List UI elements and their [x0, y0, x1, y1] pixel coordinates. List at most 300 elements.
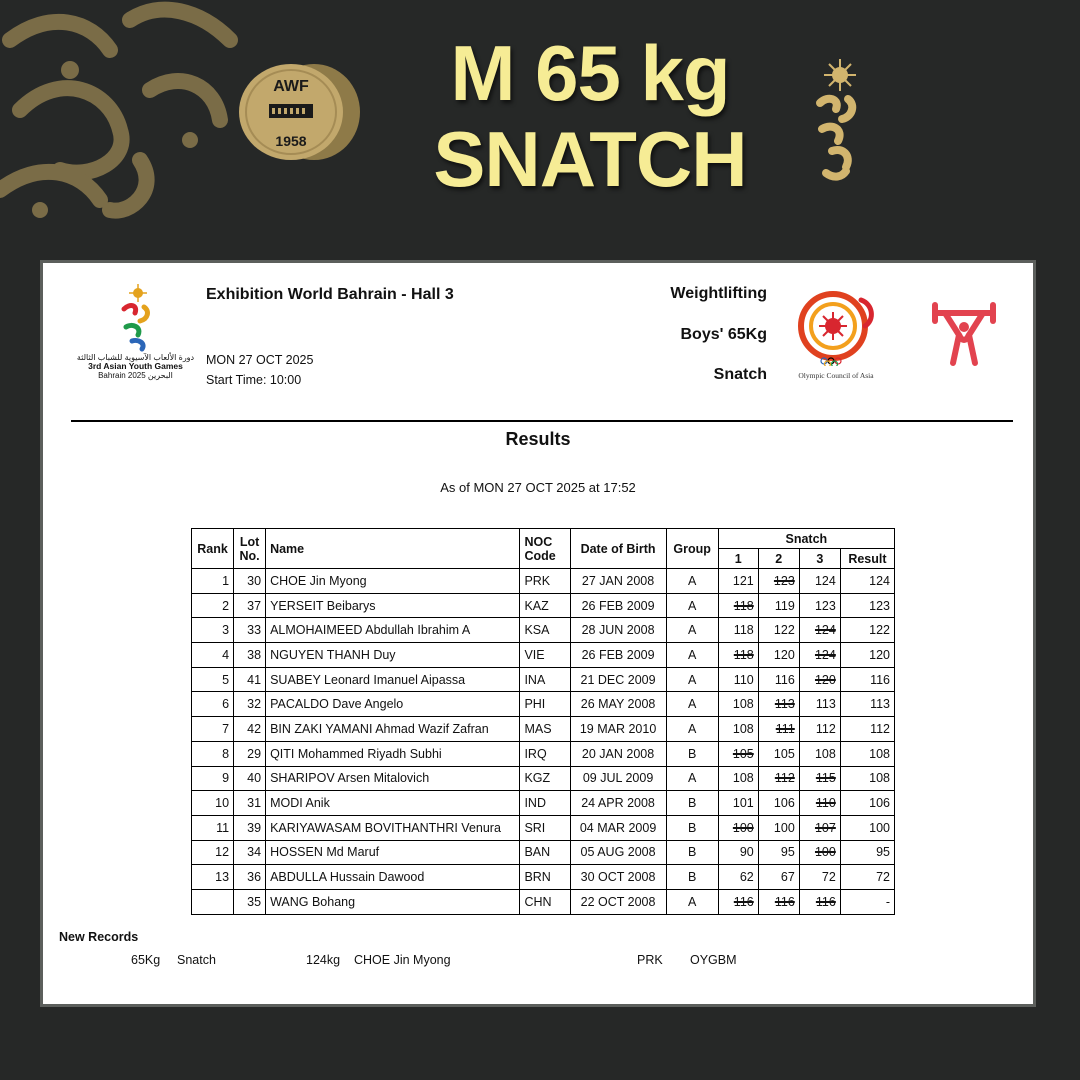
attempt-2-value: 123 [773, 573, 795, 588]
group-value: B [687, 845, 697, 860]
attempt-1-value: 101 [732, 796, 754, 811]
lot-value: 31 [247, 796, 262, 811]
cell-noc [520, 593, 570, 618]
cell-name [266, 569, 520, 594]
cell-result [840, 766, 894, 791]
weightlifting-pictogram-icon [929, 301, 999, 371]
cell-name [266, 667, 520, 692]
lot-value: 40 [247, 771, 262, 786]
rank-value: 13 [215, 870, 230, 885]
cell-lot [234, 643, 266, 668]
cell-attempt-1 [718, 569, 758, 594]
record-lift: Snatch [177, 953, 216, 967]
noc-value: INA [524, 672, 546, 687]
cell-rank [192, 667, 234, 692]
cell-attempt-3 [799, 717, 840, 742]
header-noc-line2: Code [524, 548, 556, 563]
awf-logo [236, 62, 366, 162]
lot-value: 37 [247, 598, 262, 613]
cell-rank [192, 618, 234, 643]
attempt-2-value: 122 [773, 623, 795, 638]
cell-rank [192, 569, 234, 594]
cell-rank [192, 766, 234, 791]
games-logo-arabic: دورة الألعاب الآسيوية للشباب الثالثة [76, 353, 195, 362]
header-lot-line2: No. [239, 548, 260, 563]
date-of-birth-value: 26 FEB 2009 [581, 647, 655, 662]
cell-group [666, 889, 718, 914]
header-lot [234, 529, 266, 569]
attempt-1-value: 118 [733, 623, 754, 638]
cell-lot [234, 741, 266, 766]
attempt-1-value: 121 [732, 573, 754, 588]
attempt-3-value: 108 [814, 746, 836, 761]
event-title-lift: SNATCH [433, 115, 747, 203]
results-table [191, 528, 895, 915]
cell-rank [192, 741, 234, 766]
attempt-2-value: 67 [780, 870, 795, 885]
attempt-1-value: 90 [739, 845, 754, 860]
name-value: SHARIPOV Arsen Mitalovich [270, 771, 430, 786]
attempt-2-value: 111 [775, 721, 795, 736]
cell-name [266, 815, 520, 840]
header-attempt-2: 2 [758, 549, 799, 569]
date-of-birth-value: 20 JAN 2008 [581, 746, 655, 761]
header-dob: Date of Birth [570, 529, 666, 569]
start-time: Start Time: 10:00 [206, 373, 302, 387]
header-rank: Rank [192, 529, 234, 569]
attempt-2-value: 119 [774, 598, 795, 613]
noc-value: IRQ [524, 746, 547, 761]
cell-name [266, 766, 520, 791]
cell-result [840, 618, 894, 643]
header-noc [520, 529, 570, 569]
name-value: WANG Bohang [270, 894, 356, 909]
cell-date-of-birth [570, 741, 666, 766]
result-value: 72 [876, 870, 890, 885]
table-row [192, 618, 895, 643]
cell-attempt-2 [758, 643, 799, 668]
group-value: A [687, 721, 697, 736]
group-value: A [687, 771, 697, 786]
games-logo [73, 283, 198, 395]
cell-attempt-2 [758, 692, 799, 717]
header-divider [71, 420, 1013, 422]
cell-name [266, 593, 520, 618]
event-title-weight: M 65 kg [450, 29, 730, 117]
cell-group [666, 569, 718, 594]
cell-date-of-birth [570, 766, 666, 791]
date-of-birth-value: 19 MAR 2010 [579, 721, 657, 736]
result-value: 116 [870, 672, 890, 687]
result-value: 108 [869, 771, 890, 786]
lot-value: 33 [247, 623, 262, 638]
cell-attempt-1 [718, 889, 758, 914]
cell-name [266, 889, 520, 914]
name-value: NGUYEN THANH Duy [270, 647, 396, 662]
cell-attempt-3 [799, 865, 840, 890]
table-row [192, 593, 895, 618]
attempt-3-value: 123 [814, 598, 836, 613]
cell-attempt-1 [718, 643, 758, 668]
cell-noc [520, 717, 570, 742]
cell-attempt-3 [799, 618, 840, 643]
noc-value: VIE [524, 647, 545, 662]
date-of-birth-value: 05 AUG 2008 [580, 845, 656, 860]
noc-value: KSA [524, 623, 550, 638]
rank-value: 1 [222, 573, 230, 588]
cell-attempt-3 [799, 815, 840, 840]
cell-attempt-2 [758, 889, 799, 914]
header-group: Group [666, 529, 718, 569]
cell-group [666, 643, 718, 668]
rank-value: 4 [222, 647, 230, 662]
result-value: 124 [869, 573, 890, 588]
name-value: CHOE Jin Myong [270, 573, 367, 588]
rank-value: 11 [216, 820, 230, 835]
name-value: QITI Mohammed Riyadh Subhi [270, 746, 442, 761]
cell-attempt-1 [718, 667, 758, 692]
cell-attempt-3 [799, 766, 840, 791]
group-value: B [687, 796, 697, 811]
table-row [192, 692, 895, 717]
cell-date-of-birth [570, 815, 666, 840]
cell-name [266, 865, 520, 890]
attempt-1-value: 116 [733, 894, 754, 909]
group-value: A [687, 697, 697, 712]
category: Boys' 65Kg [680, 326, 767, 343]
cell-noc [520, 643, 570, 668]
header-attempt-3: 3 [799, 549, 840, 569]
attempt-3-value: 107 [814, 820, 836, 835]
cell-result [840, 791, 894, 816]
cell-attempt-3 [799, 791, 840, 816]
attempt-2-value: 113 [774, 697, 795, 712]
cell-group [666, 593, 718, 618]
date-of-birth-value: 24 APR 2008 [581, 796, 655, 811]
cell-noc [520, 791, 570, 816]
attempt-2-value: 95 [780, 845, 795, 860]
cell-date-of-birth [570, 618, 666, 643]
header-attempt-1: 1 [718, 549, 758, 569]
cell-lot [234, 865, 266, 890]
cell-result [840, 569, 894, 594]
attempt-3-value: 116 [815, 894, 836, 909]
new-records-heading: New Records [59, 930, 139, 944]
lot-value: 41 [247, 672, 262, 687]
cell-rank [192, 889, 234, 914]
name-value: HOSSEN Md Maruf [270, 845, 380, 860]
record-weight: 124kg [306, 953, 341, 967]
rank-value: 9 [222, 771, 230, 786]
event-title [400, 30, 780, 202]
rank-value: 8 [222, 746, 230, 761]
results-body [192, 569, 895, 915]
cell-noc [520, 865, 570, 890]
attempt-2-value: 100 [773, 820, 795, 835]
cell-date-of-birth [570, 865, 666, 890]
cell-lot [234, 569, 266, 594]
cell-attempt-1 [718, 593, 758, 618]
cell-group [666, 766, 718, 791]
cell-result [840, 815, 894, 840]
noc-value: KAZ [524, 598, 549, 613]
date-of-birth-value: 09 JUL 2009 [582, 771, 654, 786]
cell-attempt-1 [718, 766, 758, 791]
table-row [192, 889, 895, 914]
games-logo-host: Bahrain 2025 البحرين [98, 371, 173, 380]
cell-attempt-3 [799, 643, 840, 668]
cell-name [266, 741, 520, 766]
cell-attempt-2 [758, 766, 799, 791]
cell-date-of-birth [570, 692, 666, 717]
header-noc-line1: NOC [524, 534, 553, 549]
awf-logo-year: 1958 [275, 133, 307, 149]
lot-value: 42 [247, 721, 262, 736]
lot-value: 32 [247, 697, 262, 712]
cell-lot [234, 840, 266, 865]
group-value: B [687, 746, 697, 761]
cell-name [266, 643, 520, 668]
noc-value: MAS [524, 721, 552, 736]
cell-group [666, 618, 718, 643]
attempt-3-value: 100 [814, 845, 836, 860]
calligraphy-decoration [0, 0, 250, 230]
sport: Weightlifting [670, 285, 767, 302]
attempt-1-value: 105 [732, 746, 754, 761]
cell-date-of-birth [570, 667, 666, 692]
lot-value: 34 [247, 845, 262, 860]
cell-noc [520, 840, 570, 865]
cell-date-of-birth [570, 643, 666, 668]
attempt-3-value: 110 [815, 796, 836, 811]
group-value: A [687, 623, 697, 638]
result-value: 122 [869, 623, 890, 638]
record-type: OYGBM [690, 953, 737, 967]
cell-result [840, 840, 894, 865]
noc-value: BRN [524, 870, 551, 885]
cell-rank [192, 717, 234, 742]
cell-date-of-birth [570, 889, 666, 914]
result-value: 112 [870, 721, 890, 736]
table-row [192, 741, 895, 766]
lot-value: 36 [247, 870, 262, 885]
result-value: 123 [869, 598, 890, 613]
rank-value: 10 [215, 796, 230, 811]
date-of-birth-value: 26 MAY 2008 [580, 697, 656, 712]
noc-value: IND [524, 796, 546, 811]
name-value: YERSEIT Beibarys [270, 598, 376, 613]
cell-attempt-3 [799, 692, 840, 717]
header-snatch: Snatch [718, 529, 894, 549]
attempt-2-value: 120 [773, 647, 795, 662]
cell-rank [192, 865, 234, 890]
group-value: A [687, 598, 697, 613]
cell-attempt-2 [758, 717, 799, 742]
oca-caption: Olympic Council of Asia [798, 371, 874, 380]
lot-value: 35 [247, 894, 262, 909]
attempt-2-value: 105 [773, 746, 795, 761]
cell-date-of-birth [570, 791, 666, 816]
noc-value: BAN [524, 845, 551, 860]
cell-result [840, 717, 894, 742]
cell-result [840, 889, 894, 914]
cell-group [666, 815, 718, 840]
name-value: BIN ZAKI YAMANI Ahmad Wazif Zafran [270, 721, 489, 736]
cell-attempt-2 [758, 840, 799, 865]
noc-value: CHN [524, 894, 552, 909]
attempt-1-value: 108 [732, 721, 754, 736]
cell-lot [234, 791, 266, 816]
cell-name [266, 791, 520, 816]
date-of-birth-value: 30 OCT 2008 [580, 870, 656, 885]
table-row [192, 840, 895, 865]
name-value: ALMOHAIMEED Abdullah Ibrahim A [270, 623, 471, 638]
attempt-1-value: 118 [733, 598, 754, 613]
attempt-3-value: 72 [821, 870, 836, 885]
cell-attempt-1 [718, 840, 758, 865]
attempt-1-value: 108 [732, 697, 754, 712]
result-value: 113 [870, 697, 890, 712]
cell-date-of-birth [570, 717, 666, 742]
as-of-timestamp: As of MON 27 OCT 2025 at 17:52 [440, 480, 636, 495]
attempt-2-value: 112 [774, 771, 795, 786]
group-value: B [687, 820, 697, 835]
cell-attempt-2 [758, 865, 799, 890]
cell-noc [520, 889, 570, 914]
date-of-birth-value: 04 MAR 2009 [579, 820, 657, 835]
cell-result [840, 643, 894, 668]
result-value: 106 [869, 796, 890, 811]
cell-rank [192, 692, 234, 717]
table-row [192, 667, 895, 692]
games-logo-english: 3rd Asian Youth Games [88, 361, 183, 371]
oca-sun-icon [791, 290, 881, 366]
attempt-2-value: 116 [774, 672, 795, 687]
cell-name [266, 692, 520, 717]
cell-noc [520, 667, 570, 692]
cell-result [840, 692, 894, 717]
result-value: 120 [869, 647, 890, 662]
cell-attempt-3 [799, 593, 840, 618]
cell-attempt-2 [758, 593, 799, 618]
cell-rank [192, 840, 234, 865]
cell-attempt-1 [718, 618, 758, 643]
attempt-3-value: 124 [814, 623, 836, 638]
attempt-1-value: 110 [733, 672, 754, 687]
results-sheet [43, 263, 1033, 1004]
noc-value: SRI [524, 820, 546, 835]
cell-rank [192, 815, 234, 840]
cell-result [840, 593, 894, 618]
cell-lot [234, 889, 266, 914]
oca-logo [791, 290, 881, 385]
cell-lot [234, 815, 266, 840]
lot-value: 30 [247, 573, 262, 588]
date-of-birth-value: 26 FEB 2009 [581, 598, 655, 613]
cell-result [840, 741, 894, 766]
cell-result [840, 667, 894, 692]
result-value: 100 [869, 820, 890, 835]
name-value: SUABEY Leonard Imanuel Aipassa [270, 672, 466, 687]
cell-lot [234, 618, 266, 643]
attempt-2-value: 106 [773, 796, 795, 811]
cell-name [266, 840, 520, 865]
lot-value: 29 [247, 746, 262, 761]
record-noc: PRK [637, 953, 663, 967]
noc-value: PHI [524, 697, 546, 712]
cell-date-of-birth [570, 840, 666, 865]
cell-result [840, 865, 894, 890]
result-value: - [885, 894, 890, 909]
cell-date-of-birth [570, 569, 666, 594]
cell-attempt-2 [758, 741, 799, 766]
awf-logo-text: AWF [273, 78, 309, 95]
rank-value: 5 [222, 672, 230, 687]
cell-rank [192, 643, 234, 668]
cell-attempt-1 [718, 865, 758, 890]
cell-attempt-2 [758, 569, 799, 594]
cell-name [266, 618, 520, 643]
attempt-1-value: 100 [732, 820, 754, 835]
header-lot-line1: Lot [239, 534, 260, 549]
cell-attempt-3 [799, 840, 840, 865]
group-value: A [687, 647, 697, 662]
cell-lot [234, 667, 266, 692]
result-value: 95 [876, 845, 890, 860]
attempt-3-value: 124 [814, 647, 836, 662]
competition-date: MON 27 OCT 2025 [206, 353, 314, 367]
rank-value: 12 [215, 845, 230, 860]
attempt-3-value: 115 [815, 771, 836, 786]
header-name: Name [266, 529, 520, 569]
lot-value: 38 [247, 647, 262, 662]
attempt-3-value: 120 [814, 672, 836, 687]
group-value: A [687, 573, 697, 588]
cell-group [666, 692, 718, 717]
cell-group [666, 741, 718, 766]
group-value: B [687, 870, 697, 885]
rank-value: 3 [222, 623, 230, 638]
table-row [192, 643, 895, 668]
games-emblem-icon [116, 283, 156, 353]
cell-lot [234, 766, 266, 791]
cell-noc [520, 618, 570, 643]
cell-group [666, 791, 718, 816]
group-value: A [687, 672, 697, 687]
cell-group [666, 717, 718, 742]
cell-attempt-1 [718, 741, 758, 766]
cell-rank [192, 791, 234, 816]
cell-lot [234, 692, 266, 717]
attempt-3-value: 113 [815, 697, 836, 712]
rank-value: 6 [222, 697, 230, 712]
name-value: PACALDO Dave Angelo [270, 697, 404, 712]
rank-value: 7 [222, 721, 230, 736]
cell-noc [520, 692, 570, 717]
attempt-3-value: 124 [814, 573, 836, 588]
header-result: Result [840, 549, 894, 569]
table-row [192, 865, 895, 890]
cell-rank [192, 593, 234, 618]
cell-attempt-2 [758, 618, 799, 643]
noc-value: PRK [524, 573, 551, 588]
cell-group [666, 840, 718, 865]
asian-youth-games-emblem [808, 55, 868, 185]
cell-attempt-1 [718, 717, 758, 742]
attempt-2-value: 116 [774, 894, 795, 909]
record-category: 65Kg [131, 953, 161, 967]
table-row [192, 569, 895, 594]
